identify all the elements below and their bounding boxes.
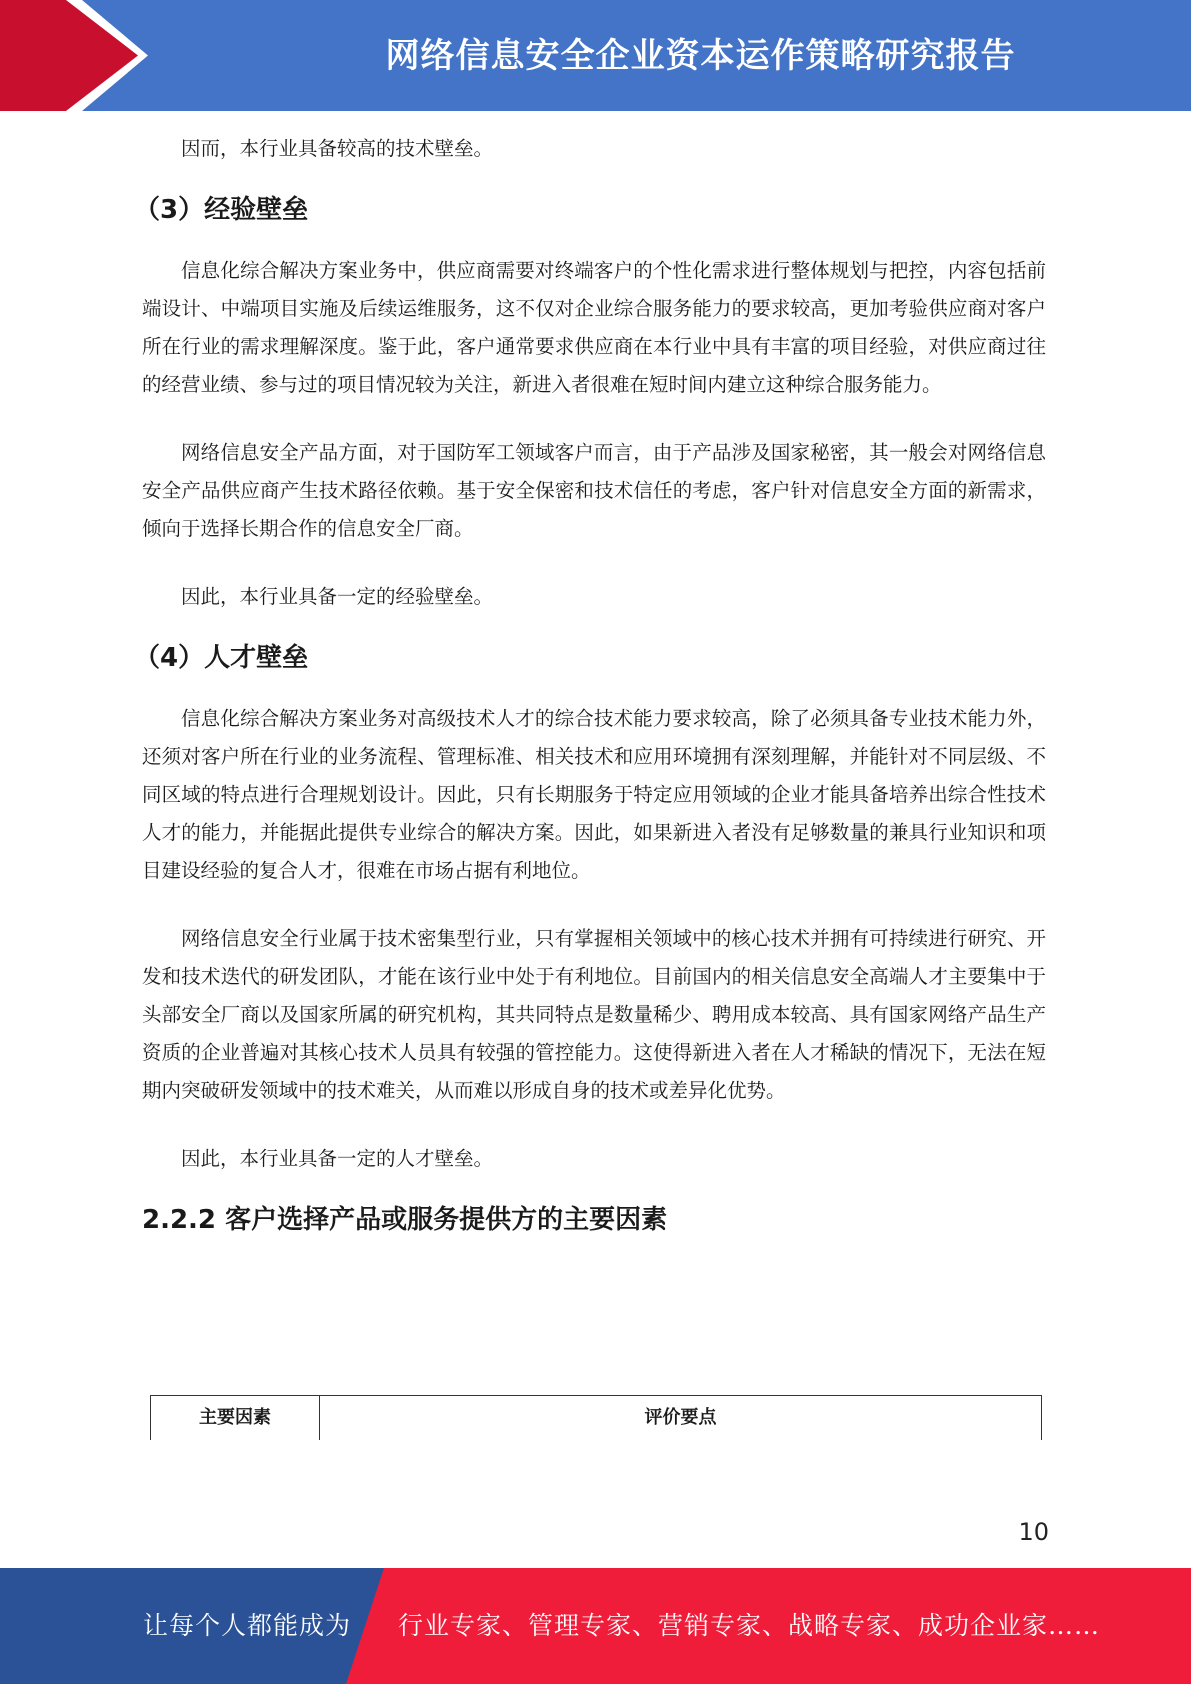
section-heading-2-2-2: 2.2.2 客户选择产品或服务提供方的主要因素 [142,1205,668,1235]
table-header-main-factor: 主要因素 [151,1396,320,1440]
subheading-experience-barrier: （3）经验壁垒 [134,195,309,225]
report-title: 网络信息安全企业资本运作策略研究报告 [385,36,1016,76]
paragraph: 网络信息安全行业属于技术密集型行业，只有掌握相关领域中的核心技术并拥有可持续进行研究、开发和技术迭代的研发团队，才能在该行业中处于有利地位。目前国内的相关信息安全高端人才主要集中于头部安全厂商以及国家所属的研究机构，其共同特点是数量稀少、聘用成本较高、具有国家网络产品生产资质的企业普遍对其核心技术人员具有较强的管控能力。这使得新进入者在人才稀缺的情况下，无法在短期内突破研发领域中的技术难关，从而难以形成自身的技术或差异化优势。 [142,927,1046,1102]
header-red-arrow-decoration [0,0,150,111]
document-body [134,130,1046,1268]
page-number: 10 [1018,1518,1049,1546]
paragraph: 因此，本行业具备一定的经验壁垒。 [181,585,494,608]
footer-slogan-right: 行业专家、管理专家、营销专家、战略专家、成功企业家…… [398,1611,1101,1640]
paragraph: 因此，本行业具备一定的人才壁垒。 [181,1147,494,1170]
page-footer [0,1568,1191,1684]
table-header-evaluation-points: 评价要点 [644,1407,717,1428]
subheading-talent-barrier: （4）人才壁垒 [134,643,309,673]
factors-table [150,1395,1042,1440]
paragraph: 网络信息安全产品方面，对于国防军工领域客户而言，由于产品涉及国家秘密，其一般会对网络信息安全产品供应商产生技术路径依赖。基于安全保密和技术信任的考虑，客户针对信息安全方面的新需求，倾向于选择长期合作的信息安全厂商。 [142,441,1046,540]
paragraph: 信息化综合解决方案业务中，供应商需要对终端客户的个性化需求进行整体规划与把控，内容包括前端设计、中端项目实施及后续运维服务，这不仅对企业综合服务能力的要求较高，更加考验供应商对客户所在行业的需求理解深度。鉴于此，客户通常要求供应商在本行业中具有丰富的项目经验，对供应商过往的经营业绩、参与过的项目情况较为关注，新进入者很难在短时间内建立这种综合服务能力。 [142,259,1046,396]
paragraph: 信息化综合解决方案业务对高级技术人才的综合技术能力要求较高，除了必须具备专业技术能力外，还须对客户所在行业的业务流程、管理标准、相关技术和应用环境拥有深刻理解，并能针对不同层级、不同区域的特点进行合理规划设计。因此，只有长期服务于特定应用领域的企业才能具备培养出综合性技术人才的能力，并能据此提供专业综合的解决方案。因此，如果新进入者没有足够数量的兼具行业知识和项目建设经验的复合人才，很难在市场占据有利地位。 [142,707,1046,882]
page-header [0,0,1191,111]
footer-slogan-left: 让每个人都能成为 [143,1611,352,1640]
paragraph: 因而，本行业具备较高的技术壁垒。 [181,137,494,160]
